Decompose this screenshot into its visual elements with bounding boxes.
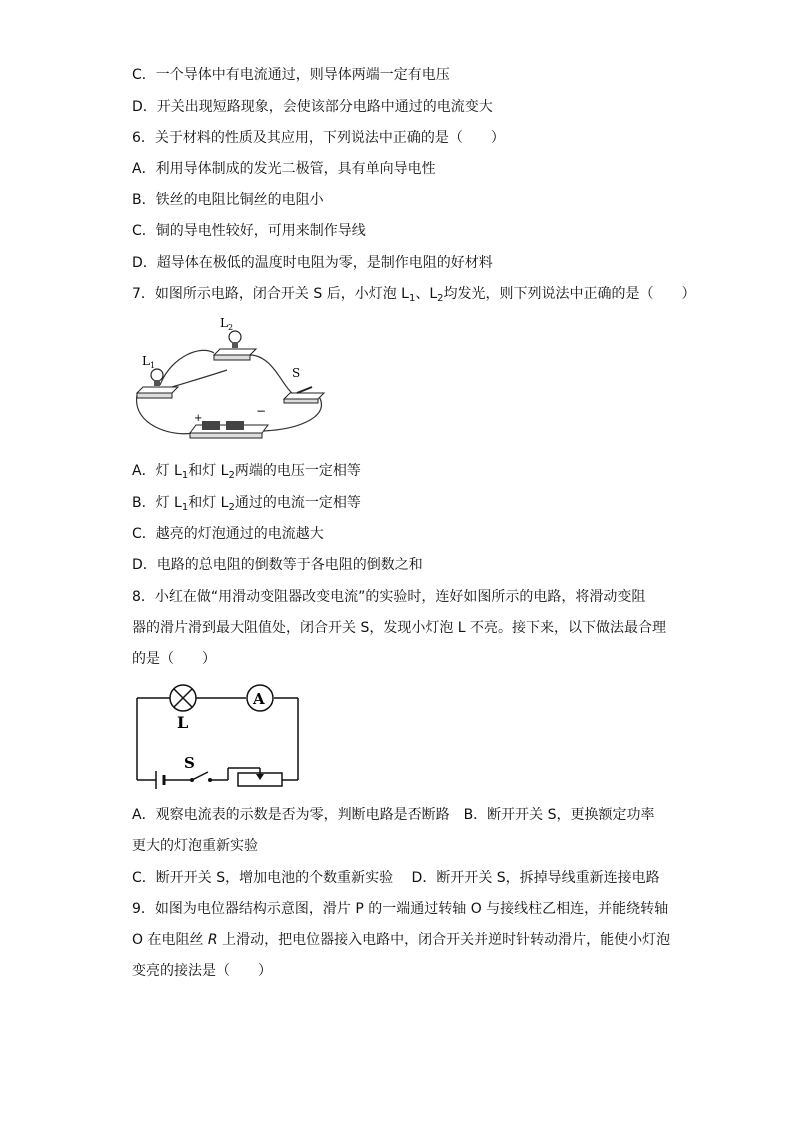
lamp-l2-label: $L_2$ [220,316,234,332]
q6-option-a: A．利用导体制成的发光二极管，具有单向导电性 [132,161,436,177]
switch-lever-icon [297,387,312,393]
q7-option-c: C．越亮的灯泡通过的电流越大 [132,526,324,542]
q7-option-a-sub: 2 [228,470,235,481]
switch-s-label: S [184,754,195,772]
q8-stem-line3: 的是（ ） [132,651,216,667]
ammeter-a-label: A [253,690,265,708]
q7-stem-sub: 1 [408,293,416,304]
switch-s-label: S [292,366,301,380]
q7-option-a-part: A．灯 L [132,463,182,479]
q7-stem-part: 均发光，则下列说法中正确的是（ ） [443,286,696,302]
q7-option-b [132,493,361,513]
switch-symbol-icon [192,772,208,780]
q7-option-d: D．电路的总电阻的倒数等于各电阻的倒数之和 [132,557,423,573]
lamp-bulb-icon [151,369,163,381]
q7-option-a-sub: 1 [181,470,189,481]
q9-stem-symbol-r: R [207,932,218,948]
q7-stem-part: 、L [415,286,438,302]
q8-option-ab-line2: 更大的灯泡重新实验 [132,838,258,854]
lamp-l1-label: $L_1$ [142,354,156,370]
q9-stem-part: 上滑动，把电位器接入电路中，闭合开关并逆时针转动滑片，能使小灯泡 [217,932,671,948]
lamp-bulb-icon [229,331,241,343]
q9-stem-line3: 变亮的接法是（ ） [132,963,272,979]
battery-icon [226,421,244,430]
battery-minus-label: − [256,404,267,418]
lamp-l-label: L [177,713,189,732]
q7-option-a [132,461,361,481]
q7-option-b-part: 和灯 L [188,495,229,511]
q8-stem-line1: 8．小红在做“用滑动变阻器改变电流”的实验时，连好如图所示的电路，将滑动变阻 [132,589,646,605]
q7-option-b-part: B．灯 L [132,495,182,511]
q7-option-a-part: 两端的电压一定相等 [234,463,361,479]
q8-stem-line2: 器的滑片滑到最大阻值处，闭合开关 S，发现小灯泡 L 不亮。接下来，以下做法最合理 [132,620,667,636]
q9-stem-line1: 9．如图为电位器结构示意图，滑片 P 的一端通过转轴 O 与接线柱乙相连，并能绕转轴 [132,901,669,917]
q7-circuit-figure [132,315,342,445]
q7-option-a-part: 和灯 L [188,463,229,479]
battery-icon [202,421,220,430]
q6-option-d: D．超导体在极低的温度时电阻为零，是制作电阻的好材料 [132,255,493,271]
q5-option-d: D．开关出现短路现象，会使该部分电路中通过的电流变大 [132,99,493,115]
q7-option-b-part: 通过的电流一定相等 [234,495,361,511]
q6-option-b: B．铁丝的电阻比铜丝的电阻小 [132,192,324,208]
q5-option-c: C．一个导体中有电流通过，则导体两端一定有电压 [132,67,450,83]
q7-stem [132,284,696,304]
q8-circuit-schematic [132,682,307,790]
battery-plus-label: + [194,413,203,424]
q6-option-c: C．铜的导电性较好，可用来制作导线 [132,223,366,239]
q8-option-cd: C．断开开关 S，增加电池的个数重新实验 D．断开开关 S，拆掉导线重新连接电路 [132,870,660,886]
q7-stem-part: 7．如图所示电路，闭合开关 S 后，小灯泡 L [132,286,409,302]
q6-stem: 6．关于材料的性质及其应用，下列说法中正确的是（ ） [132,130,505,146]
q7-stem-sub: 2 [437,293,444,304]
q7-option-b-sub: 1 [181,502,189,513]
q9-stem-part: O 在电阻丝 [132,932,208,948]
q7-option-b-sub: 2 [228,502,235,513]
q8-option-ab-line1: A．观察电流表的示数是否为零，判断电路是否断路 B．断开开关 S，更换额定功率 [132,807,655,823]
q9-stem-line2 [132,930,670,950]
